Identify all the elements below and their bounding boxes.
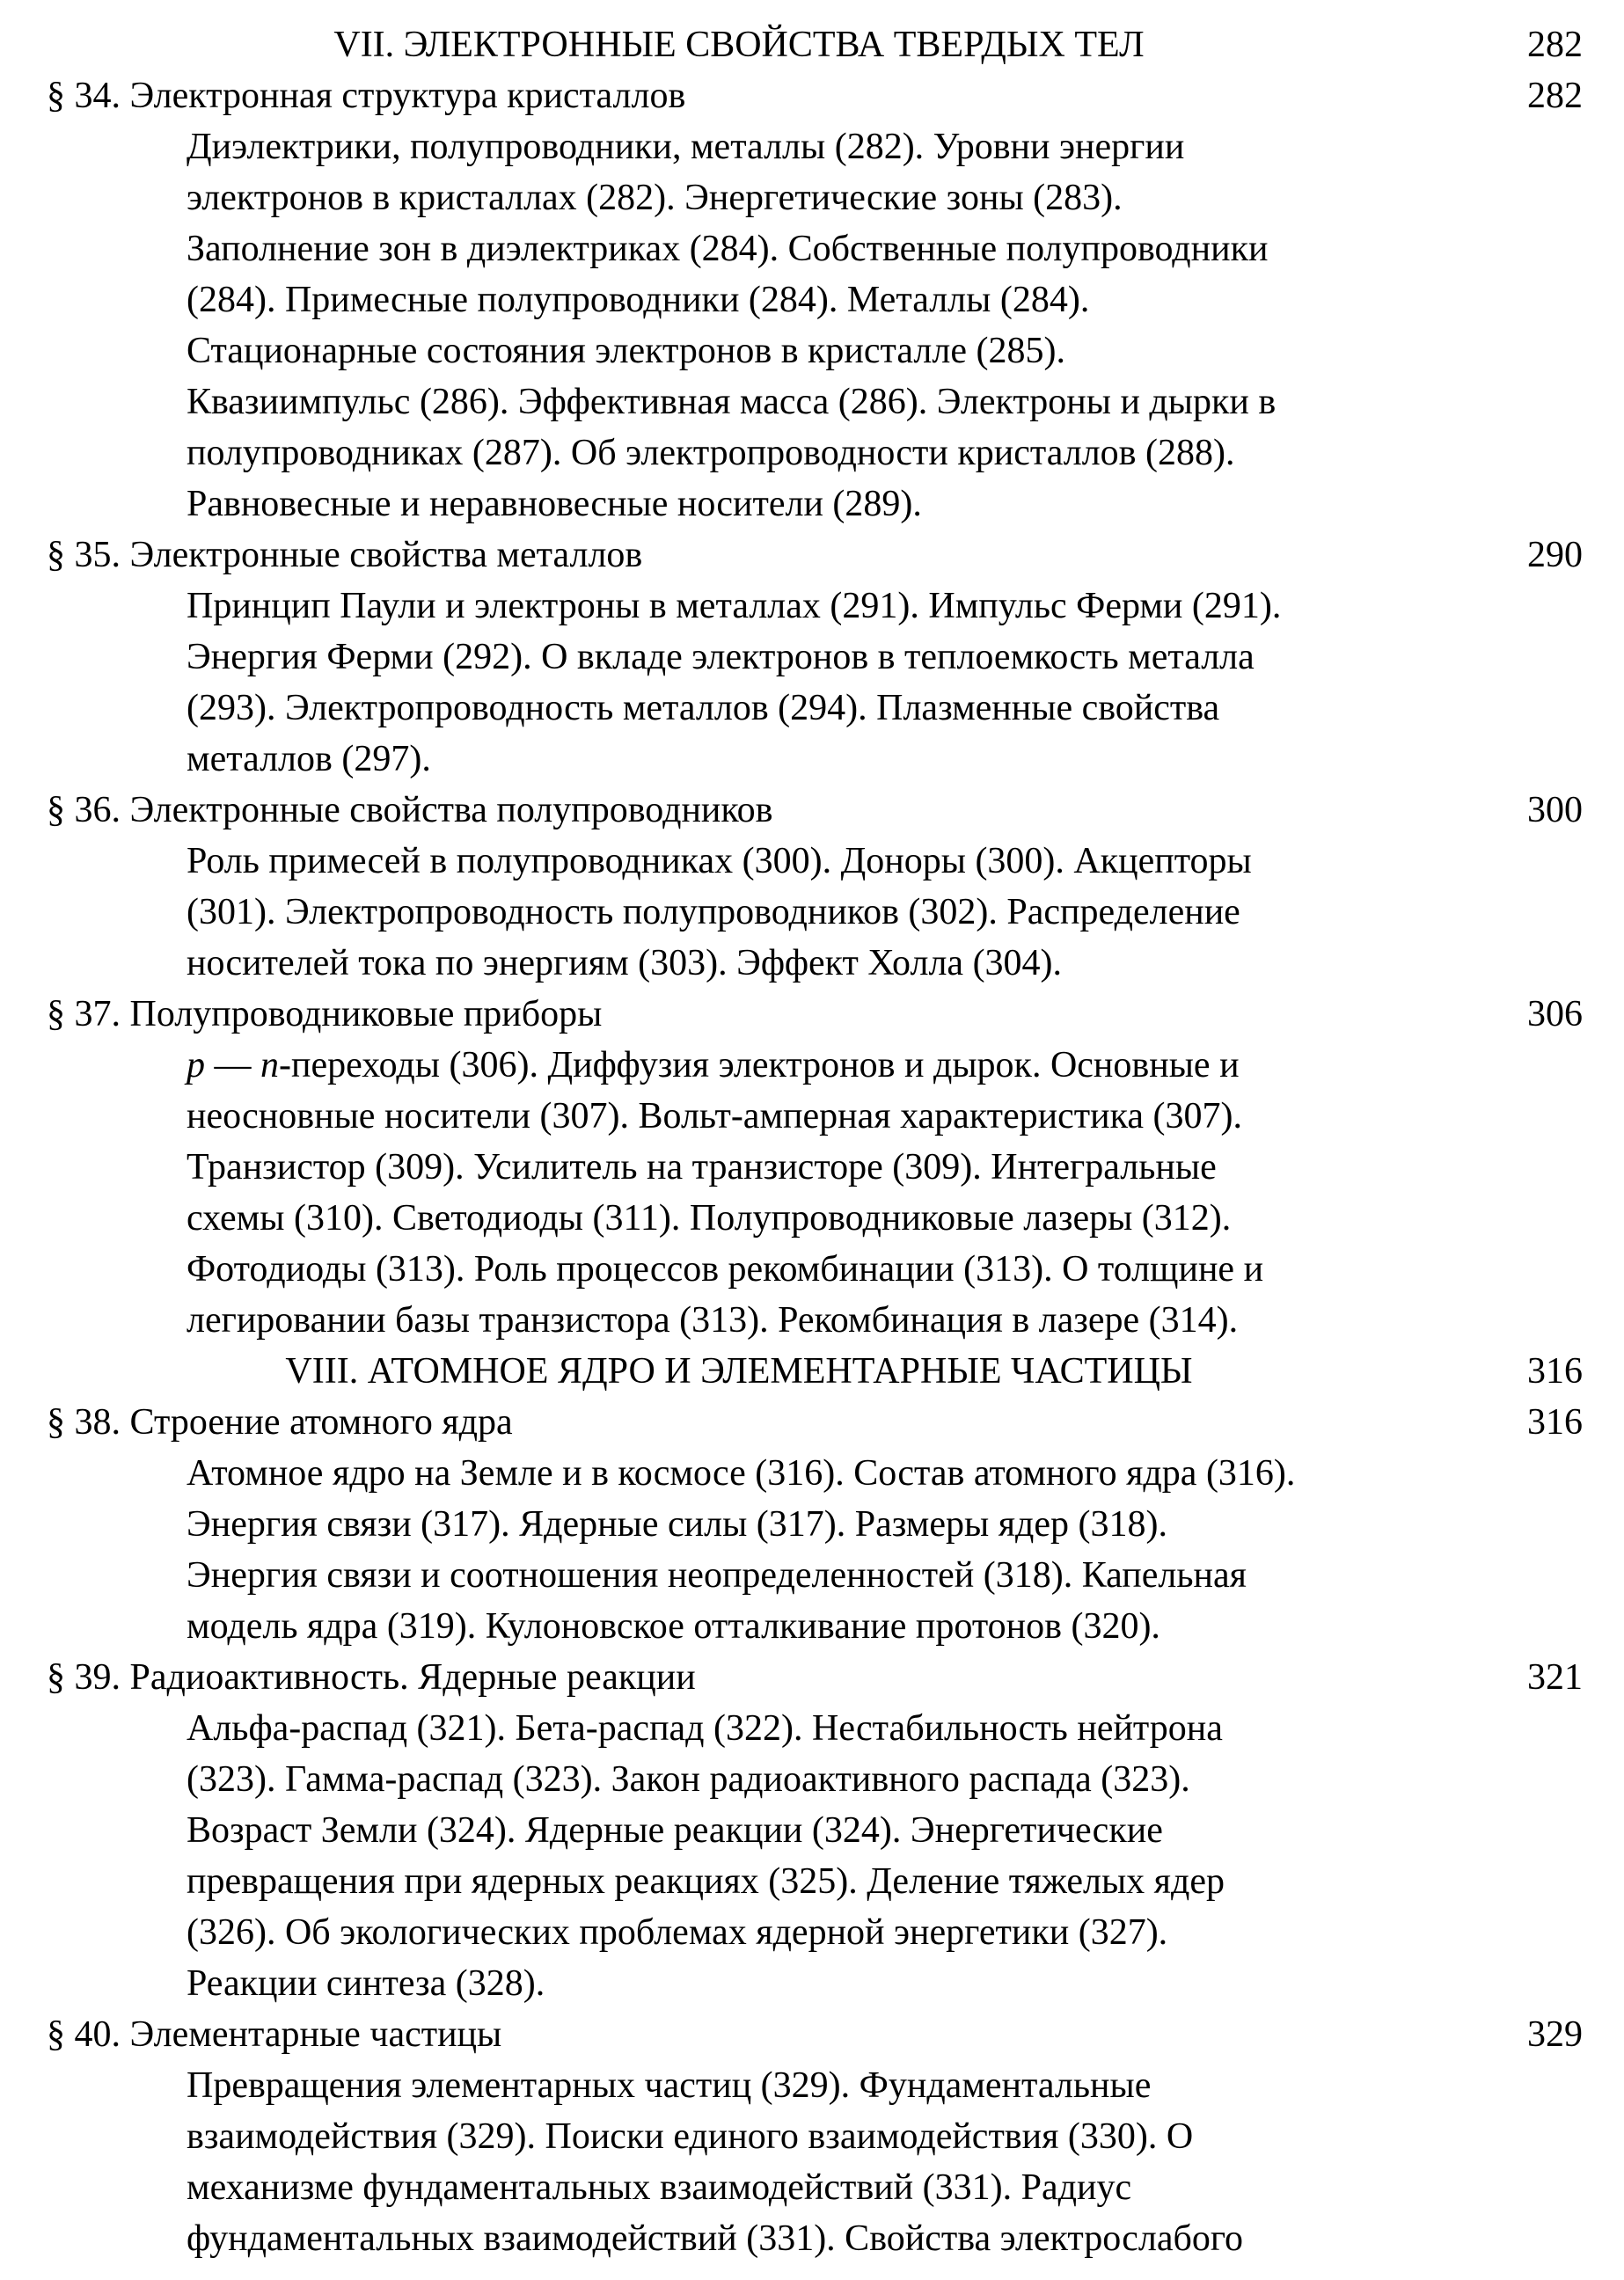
description-line: полупроводниках (287). Об электропроводности кристаллов (288). — [187, 433, 1235, 473]
section-description — [187, 1703, 1550, 2009]
section-description — [187, 2060, 1550, 2264]
chapter-heading[interactable] — [0, 19, 1624, 70]
description-line: Реакции синтеза (328). — [187, 1963, 545, 2004]
p-symbol: p — [187, 1045, 205, 1085]
section-description — [187, 581, 1550, 785]
page-number: 282 — [1527, 25, 1583, 65]
description-line: металлов (297). — [187, 739, 431, 779]
section-heading[interactable] — [0, 785, 1624, 836]
section-heading[interactable] — [0, 70, 1624, 121]
page-number: 321 — [1527, 1657, 1583, 1698]
section-heading[interactable] — [0, 989, 1624, 1040]
description-line: взаимодействия (329). Поиски единого взаимодействия (330). О — [187, 2116, 1194, 2157]
section-title: § 35. Электронные свойства металлов — [47, 535, 643, 575]
section-heading[interactable] — [0, 530, 1624, 581]
description-line: Фотодиоды (313). Роль процессов рекомбинации (313). О толщине и — [187, 1249, 1264, 1290]
description-line: Энергия связи и соотношения неопределенностей (318). Капельная — [187, 1555, 1247, 1596]
section-description — [187, 1448, 1550, 1652]
description-line: Диэлектрики, полупроводники, металлы (282). Уровни энергии — [187, 127, 1185, 167]
page-number: 329 — [1527, 2014, 1583, 2055]
page-number: 316 — [1527, 1402, 1583, 1443]
section-heading[interactable] — [0, 1397, 1624, 1448]
section-heading[interactable] — [0, 1652, 1624, 1703]
description-line: Транзистор (309). Усилитель на транзисторе (309). Интегральные — [187, 1147, 1217, 1188]
section-description — [187, 1040, 1550, 1346]
description-line: электронов в кристаллах (282). Энергетические зоны (283). — [187, 178, 1123, 218]
description-line: Стационарные состояния электронов в кристалле (285). — [187, 331, 1065, 371]
description-line: фундаментальных взаимодействий (331). Свойства электрослабого — [187, 2218, 1244, 2259]
description-text: -переходы (306). Диффузия электронов и дырок. Основные и — [279, 1045, 1240, 1085]
section-title: § 40. Элементарные частицы — [47, 2014, 502, 2055]
section-description — [187, 121, 1550, 530]
page-number: 290 — [1527, 535, 1583, 575]
description-line: механизме фундаментальных взаимодействий (331). Радиус — [187, 2167, 1132, 2208]
description-line: схемы (310). Светодиоды (311). Полупроводниковые лазеры (312). — [187, 1198, 1232, 1239]
description-line: Превращения элементарных частиц (329). Фундаментальные — [187, 2065, 1152, 2106]
n-symbol: n — [260, 1045, 279, 1085]
description-line: Квазиимпульс (286). Эффективная масса (286). Электроны и дырки в — [187, 382, 1277, 422]
table-of-contents — [0, 19, 1624, 2264]
section-description — [187, 836, 1550, 989]
section-title: § 38. Строение атомного ядра — [47, 1402, 513, 1443]
description-line: (301). Электропроводность полупроводников (302). Распределение — [187, 892, 1240, 932]
section-title: § 36. Электронные свойства полупроводников — [47, 790, 773, 830]
description-line: легировании базы транзистора (313). Рекомбинация в лазере (314). — [187, 1300, 1239, 1341]
description-line: носителей тока по энергиям (303). Эффект Холла (304). — [187, 943, 1063, 983]
dash: — — [205, 1045, 260, 1085]
description-line: Роль примесей в полупроводниках (300). Доноры (300). Акцепторы — [187, 841, 1252, 881]
description-line: неосновные носители (307). Вольт-амперная характеристика (307). — [187, 1096, 1242, 1136]
chapter-title: VIII. АТОМНОЕ ЯДРО И ЭЛЕМЕНТАРНЫЕ ЧАСТИЦЫ — [285, 1351, 1193, 1392]
description-line: Энергия Ферми (292). О вкладе электронов в теплоемкость металла — [187, 637, 1255, 677]
description-line: Энергия связи (317). Ядерные силы (317). Размеры ядер (318). — [187, 1504, 1168, 1545]
description-line: Равновесные и неравновесные носители (289). — [187, 484, 922, 524]
section-title: § 39. Радиоактивность. Ядерные реакции — [47, 1657, 696, 1698]
page-number: 282 — [1527, 76, 1583, 116]
chapter-title: VII. ЭЛЕКТРОННЫЕ СВОЙСТВА ТВЕРДЫХ ТЕЛ — [333, 25, 1145, 65]
page-number: 306 — [1527, 994, 1583, 1034]
section-title: § 34. Электронная структура кристаллов — [47, 76, 686, 116]
section-title: § 37. Полупроводниковые приборы — [47, 994, 603, 1034]
description-line: превращения при ядерных реакциях (325). Деление тяжелых ядер — [187, 1861, 1225, 1902]
description-line: Возраст Земли (324). Ядерные реакции (324). Энергетические — [187, 1810, 1163, 1851]
description-line: модель ядра (319). Кулоновское отталкивание протонов (320). — [187, 1606, 1160, 1647]
description-line: Принцип Паули и электроны в металлах (291). Импульс Ферми (291). — [187, 586, 1282, 626]
page-number: 316 — [1527, 1351, 1583, 1392]
description-line: Атомное ядро на Земле и в космосе (316). Состав атомного ядра (316). — [187, 1453, 1296, 1494]
description-line: (323). Гамма-распад (323). Закон радиоактивного распада (323). — [187, 1759, 1190, 1800]
description-line: (293). Электропроводность металлов (294). Плазменные свойства — [187, 688, 1220, 728]
chapter-heading[interactable] — [0, 1346, 1624, 1397]
description-line: (284). Примесные полупроводники (284). Металлы (284). — [187, 280, 1090, 320]
description-line: Заполнение зон в диэлектриках (284). Собственные полупроводники — [187, 229, 1269, 269]
page-number: 300 — [1527, 790, 1583, 830]
description-line — [187, 1040, 1550, 1091]
description-line: Альфа-распад (321). Бета-распад (322). Нестабильность нейтрона — [187, 1708, 1223, 1749]
description-line: (326). Об экологических проблемах ядерной энергетики (327). — [187, 1912, 1168, 1953]
section-heading[interactable] — [0, 2009, 1624, 2060]
